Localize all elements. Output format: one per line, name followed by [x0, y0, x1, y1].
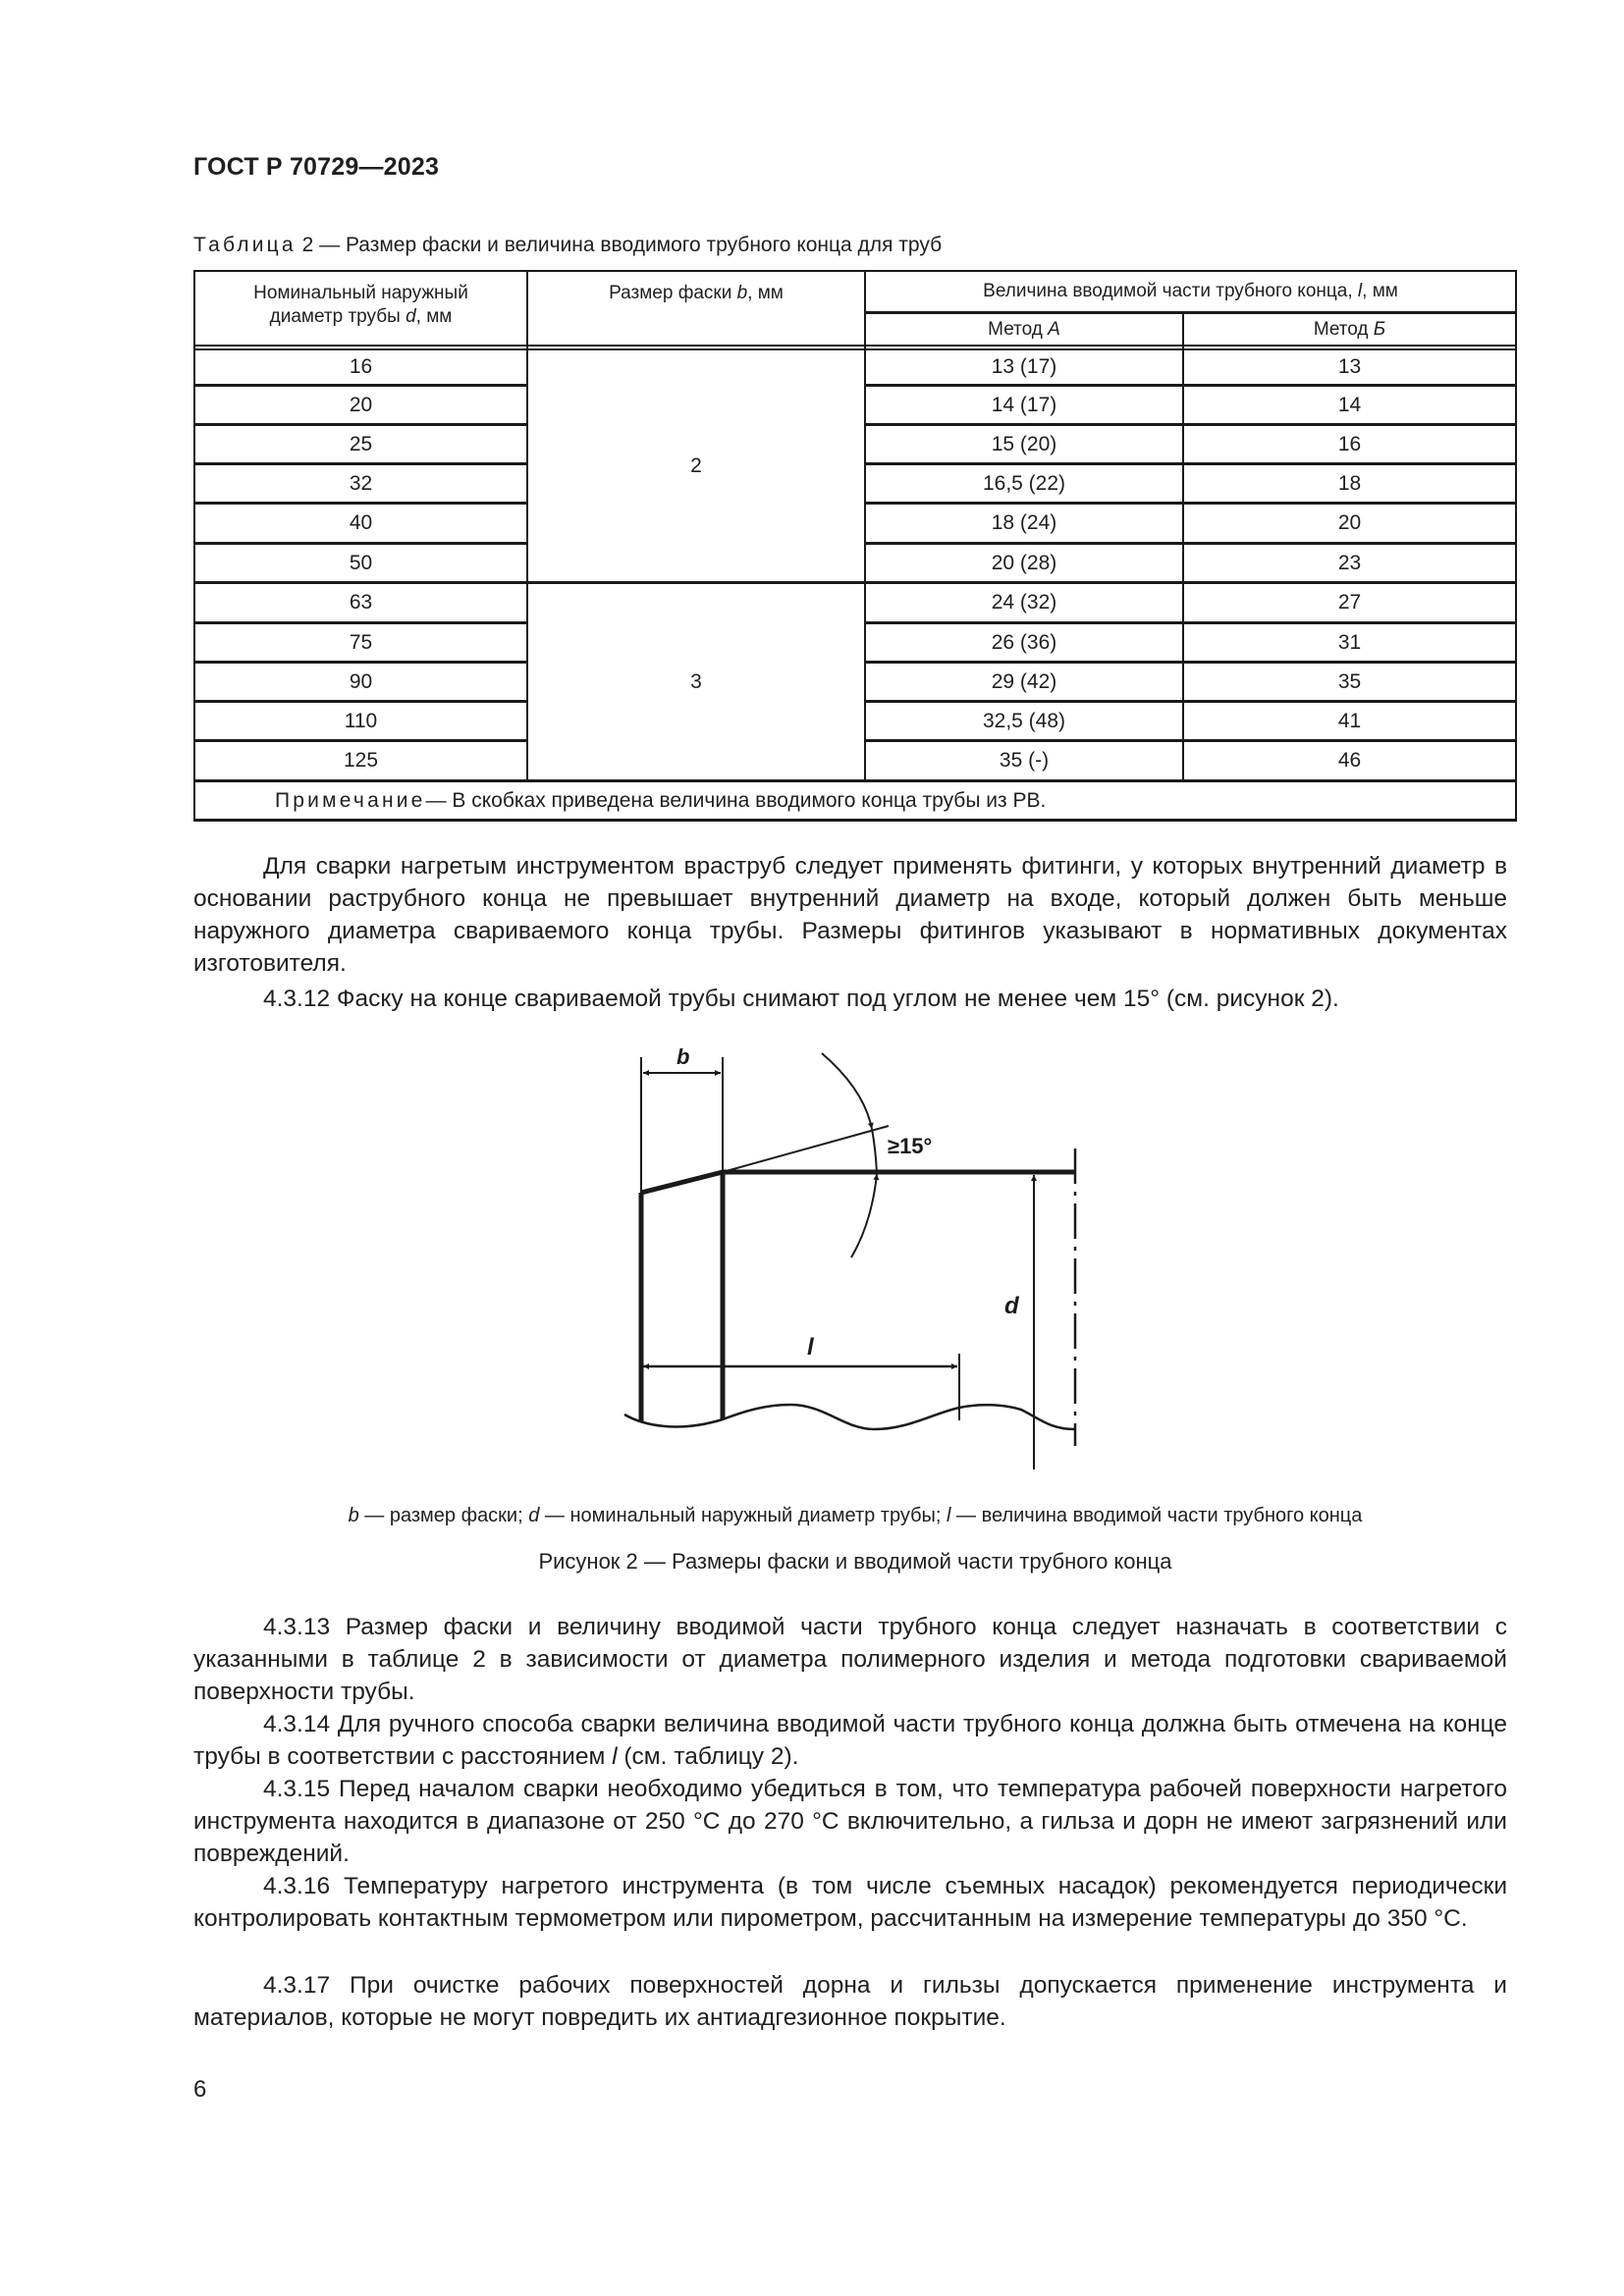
table-caption-text: 2 — Размер фаски и величина вводимого трубного конца для труб	[301, 234, 943, 256]
label-angle: ≥15°	[888, 1134, 933, 1158]
cell-method-a: 16,5 (22)	[982, 471, 1066, 495]
cell-method-b: 13	[1337, 355, 1362, 378]
legend-l-var: l	[947, 1505, 951, 1526]
legend-d-var: d	[528, 1505, 540, 1526]
cell-diameter: 40	[349, 511, 373, 534]
header-chamfer-unit: , мм	[747, 283, 784, 303]
cell-method-b: 16	[1337, 432, 1362, 455]
paragraph-4-3-13	[193, 1611, 1507, 1708]
paragraph-4-3-14-text: 4.3.14 Для ручного способа сварки величина вводимой части трубного конца должна быть отмечена на конце трубы в соответствии с расстоянием	[193, 1711, 1507, 1770]
cell-method-b: 35	[1337, 669, 1362, 693]
chamfer-group-1: 2	[690, 454, 702, 477]
label-d: d	[1004, 1293, 1019, 1319]
paragraph-4-3-16-text: 4.3.16 Температуру нагретого инструмента (в том числе съемных насадок) рекомендуется периодически контролировать контактным термометром или пирометром, рассчитанным на измерение температуры до 350 °С.	[193, 1873, 1507, 1932]
paragraph-4-3-16	[193, 1870, 1507, 1935]
break-line	[624, 1405, 1075, 1429]
cell-method-b: 23	[1337, 551, 1362, 574]
cell-method-a: 18 (24)	[991, 511, 1057, 534]
table-note-label: Примечание	[275, 789, 426, 812]
paragraph-4-3-12-text: 4.3.12 Фаску на конце свариваемой трубы снимают под углом не менее чем 15° (см. рисунок 2).	[263, 986, 1339, 1012]
label-b: b	[677, 1044, 690, 1069]
figure-caption: Рисунок 2 — Размеры фаски и вводимой части трубного конца	[538, 1549, 1172, 1574]
paragraph-4-3-14-var: l	[612, 1743, 618, 1770]
paragraph-4-3-13-text: 4.3.13 Размер фаски и величину вводимой части трубного конца следует назначать в соответствии с указанными в таблице 2 в зависимости от диаметра полимерного изделия и метода подготовки свариваемой поверхности трубы.	[193, 1614, 1507, 1705]
chamfer-edge	[641, 1172, 723, 1193]
cell-method-b: 20	[1337, 511, 1362, 534]
header-diameter-line1: Номинальный наружный	[253, 283, 468, 303]
paragraph-fittings-text: Для сварки нагретым инструментом враструб следует применять фитинги, у которых внутренний диаметр в основании раструбного конца не превышает внутренний диаметр на входе, который должен быть меньше наружного диаметра свариваемого конца трубы. Размеры фитингов указывают в нормативных документах изготовителя.	[193, 853, 1507, 977]
cell-method-b: 18	[1337, 471, 1362, 495]
paragraph-4-3-17	[193, 1969, 1507, 2034]
cell-diameter: 75	[349, 630, 373, 654]
paragraph-4-3-15	[193, 1773, 1507, 1870]
legend-b-text: — размер фаски;	[358, 1505, 529, 1526]
cell-method-a: 13 (17)	[991, 355, 1057, 378]
header-method-a-var: А	[1048, 318, 1060, 340]
chamfer-group-2: 3	[690, 669, 702, 693]
cell-diameter: 50	[349, 551, 373, 574]
cell-diameter: 20	[349, 393, 373, 416]
cell-method-a: 20 (28)	[991, 551, 1057, 574]
header-chamfer-var: b	[736, 283, 748, 303]
page-number: 6	[193, 2076, 207, 2103]
header-chamfer-label: Размер фаски	[609, 283, 737, 303]
cell-diameter: 25	[349, 432, 373, 455]
paragraph-4-3-15-text: 4.3.15 Перед началом сварки необходимо убедиться в том, что температура рабочей поверхности нагретого инструмента находится в диапазоне от 250 °С до 270 °С включительно, а гильза и дорн не имеют загрязнений или повреждений.	[193, 1776, 1507, 1867]
cell-diameter: 32	[349, 471, 373, 495]
cell-method-a: 26 (36)	[991, 630, 1057, 654]
cell-method-a: 29 (42)	[991, 669, 1057, 693]
table-note-text: — В скобках приведена величина вводимого конца трубы из РВ.	[425, 789, 1047, 812]
document-title: ГОСТ Р 70729—2023	[193, 153, 440, 181]
cell-diameter: 125	[343, 749, 379, 772]
cell-method-a: 35 (-)	[999, 749, 1050, 772]
cell-method-b: 27	[1337, 591, 1362, 614]
header-length-var: l	[1357, 281, 1363, 301]
paragraph-4-3-17-text: 4.3.17 При очистке рабочих поверхностей дорна и гильзы допускается применение инструмента и материалов, которые не могут повредить их антиадгезионное покрытие.	[193, 1972, 1507, 2031]
cell-method-b: 14	[1337, 393, 1362, 416]
header-length-label: Величина вводимой части трубного конца,	[983, 281, 1358, 301]
legend-b-var: b	[348, 1505, 359, 1526]
cell-diameter: 90	[349, 669, 373, 693]
header-diameter-unit: , мм	[415, 306, 453, 327]
paragraph-4-3-14	[193, 1708, 1507, 1773]
table-caption-label: Таблица	[193, 234, 297, 256]
header-method-b-label: Метод	[1313, 318, 1374, 340]
cell-method-a: 32,5 (48)	[982, 709, 1066, 732]
cell-diameter: 110	[344, 709, 378, 732]
cell-method-b: 41	[1337, 709, 1362, 732]
header-length-unit: , мм	[1362, 281, 1398, 301]
cell-method-a: 15 (20)	[991, 432, 1057, 455]
label-l: l	[807, 1334, 814, 1361]
cell-method-a: 24 (32)	[991, 591, 1057, 614]
cell-method-b: 31	[1337, 630, 1362, 654]
legend-l-text: — величина вводимой части трубного конца	[950, 1505, 1363, 1526]
cell-method-b: 46	[1337, 749, 1362, 772]
legend-d-text: — номинальный наружный диаметр трубы;	[539, 1505, 947, 1526]
header-method-b-var: Б	[1373, 318, 1386, 340]
paragraph-4-3-14-tail: (см. таблицу 2).	[617, 1743, 799, 1770]
header-diameter-line2: диаметр трубы	[269, 306, 406, 327]
figure-legend	[0, 1505, 1624, 1527]
header-diameter-var: d	[406, 306, 416, 327]
cell-method-a: 14 (17)	[991, 393, 1057, 416]
cell-diameter: 16	[349, 355, 373, 378]
cell-diameter: 63	[349, 591, 373, 614]
header-method-a-label: Метод	[988, 318, 1049, 340]
